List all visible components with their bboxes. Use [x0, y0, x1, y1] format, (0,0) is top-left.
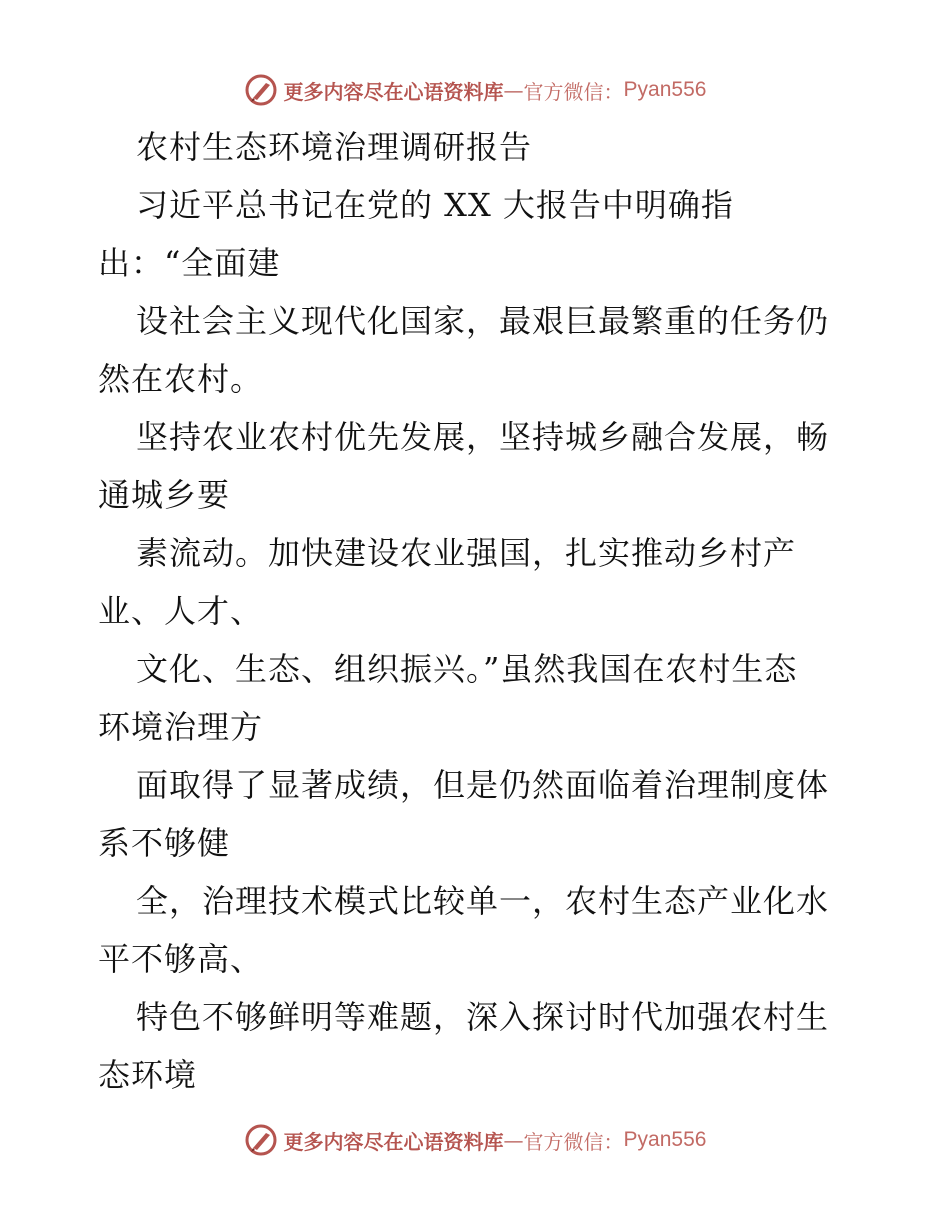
document-line: 素流动。加快建设农业强国，扎实推动乡村产	[136, 534, 797, 572]
document-body	[98, 118, 868, 1104]
footer-official-label: 官方微信：	[523, 1129, 624, 1154]
quill-pen-icon	[244, 1123, 278, 1157]
document-line: 面取得了显著成绩，但是仍然面临着治理制度体	[136, 766, 830, 804]
document-line: 系不够健	[98, 824, 231, 862]
header-promo-text: 更多内容尽在心语资料库	[283, 79, 504, 104]
document-line: 平不够高、	[98, 940, 264, 978]
document-line: 通城乡要	[98, 476, 231, 514]
document-line: 出：“全面建	[98, 244, 281, 282]
footer-separator: —	[503, 1128, 524, 1152]
document-line: 习近平总书记在党的 XX 大报告中明确指	[136, 186, 734, 224]
footer-watermark	[0, 1120, 950, 1160]
footer-promo-text: 更多内容尽在心语资料库	[283, 1129, 504, 1154]
header-official-label: 官方微信：	[523, 79, 624, 104]
document-line: 农村生态环境治理调研报告	[136, 128, 533, 166]
quill-pen-icon	[244, 73, 278, 107]
document-line: 业、人才、	[98, 592, 264, 630]
header-wechat-id: Pyan556	[623, 78, 707, 101]
header-watermark	[0, 70, 950, 110]
document-line: 态环境	[98, 1056, 198, 1094]
footer-wechat-id: Pyan556	[623, 1128, 707, 1151]
document-line: 坚持农业农村优先发展，坚持城乡融合发展，畅	[136, 418, 830, 456]
document-line: 全，治理技术模式比较单一，农村生态产业化水	[136, 882, 830, 920]
document-line: 环境治理方	[98, 708, 264, 746]
header-separator: —	[503, 78, 524, 102]
document-line: 设社会主义现代化国家，最艰巨最繁重的任务仍	[136, 302, 830, 340]
document-line: 文化、生态、组织振兴。”虽然我国在农村生态	[136, 650, 798, 688]
document-line: 然在农村。	[98, 360, 264, 398]
document-line: 特色不够鲜明等难题，深入探讨时代加强农村生	[136, 998, 830, 1036]
